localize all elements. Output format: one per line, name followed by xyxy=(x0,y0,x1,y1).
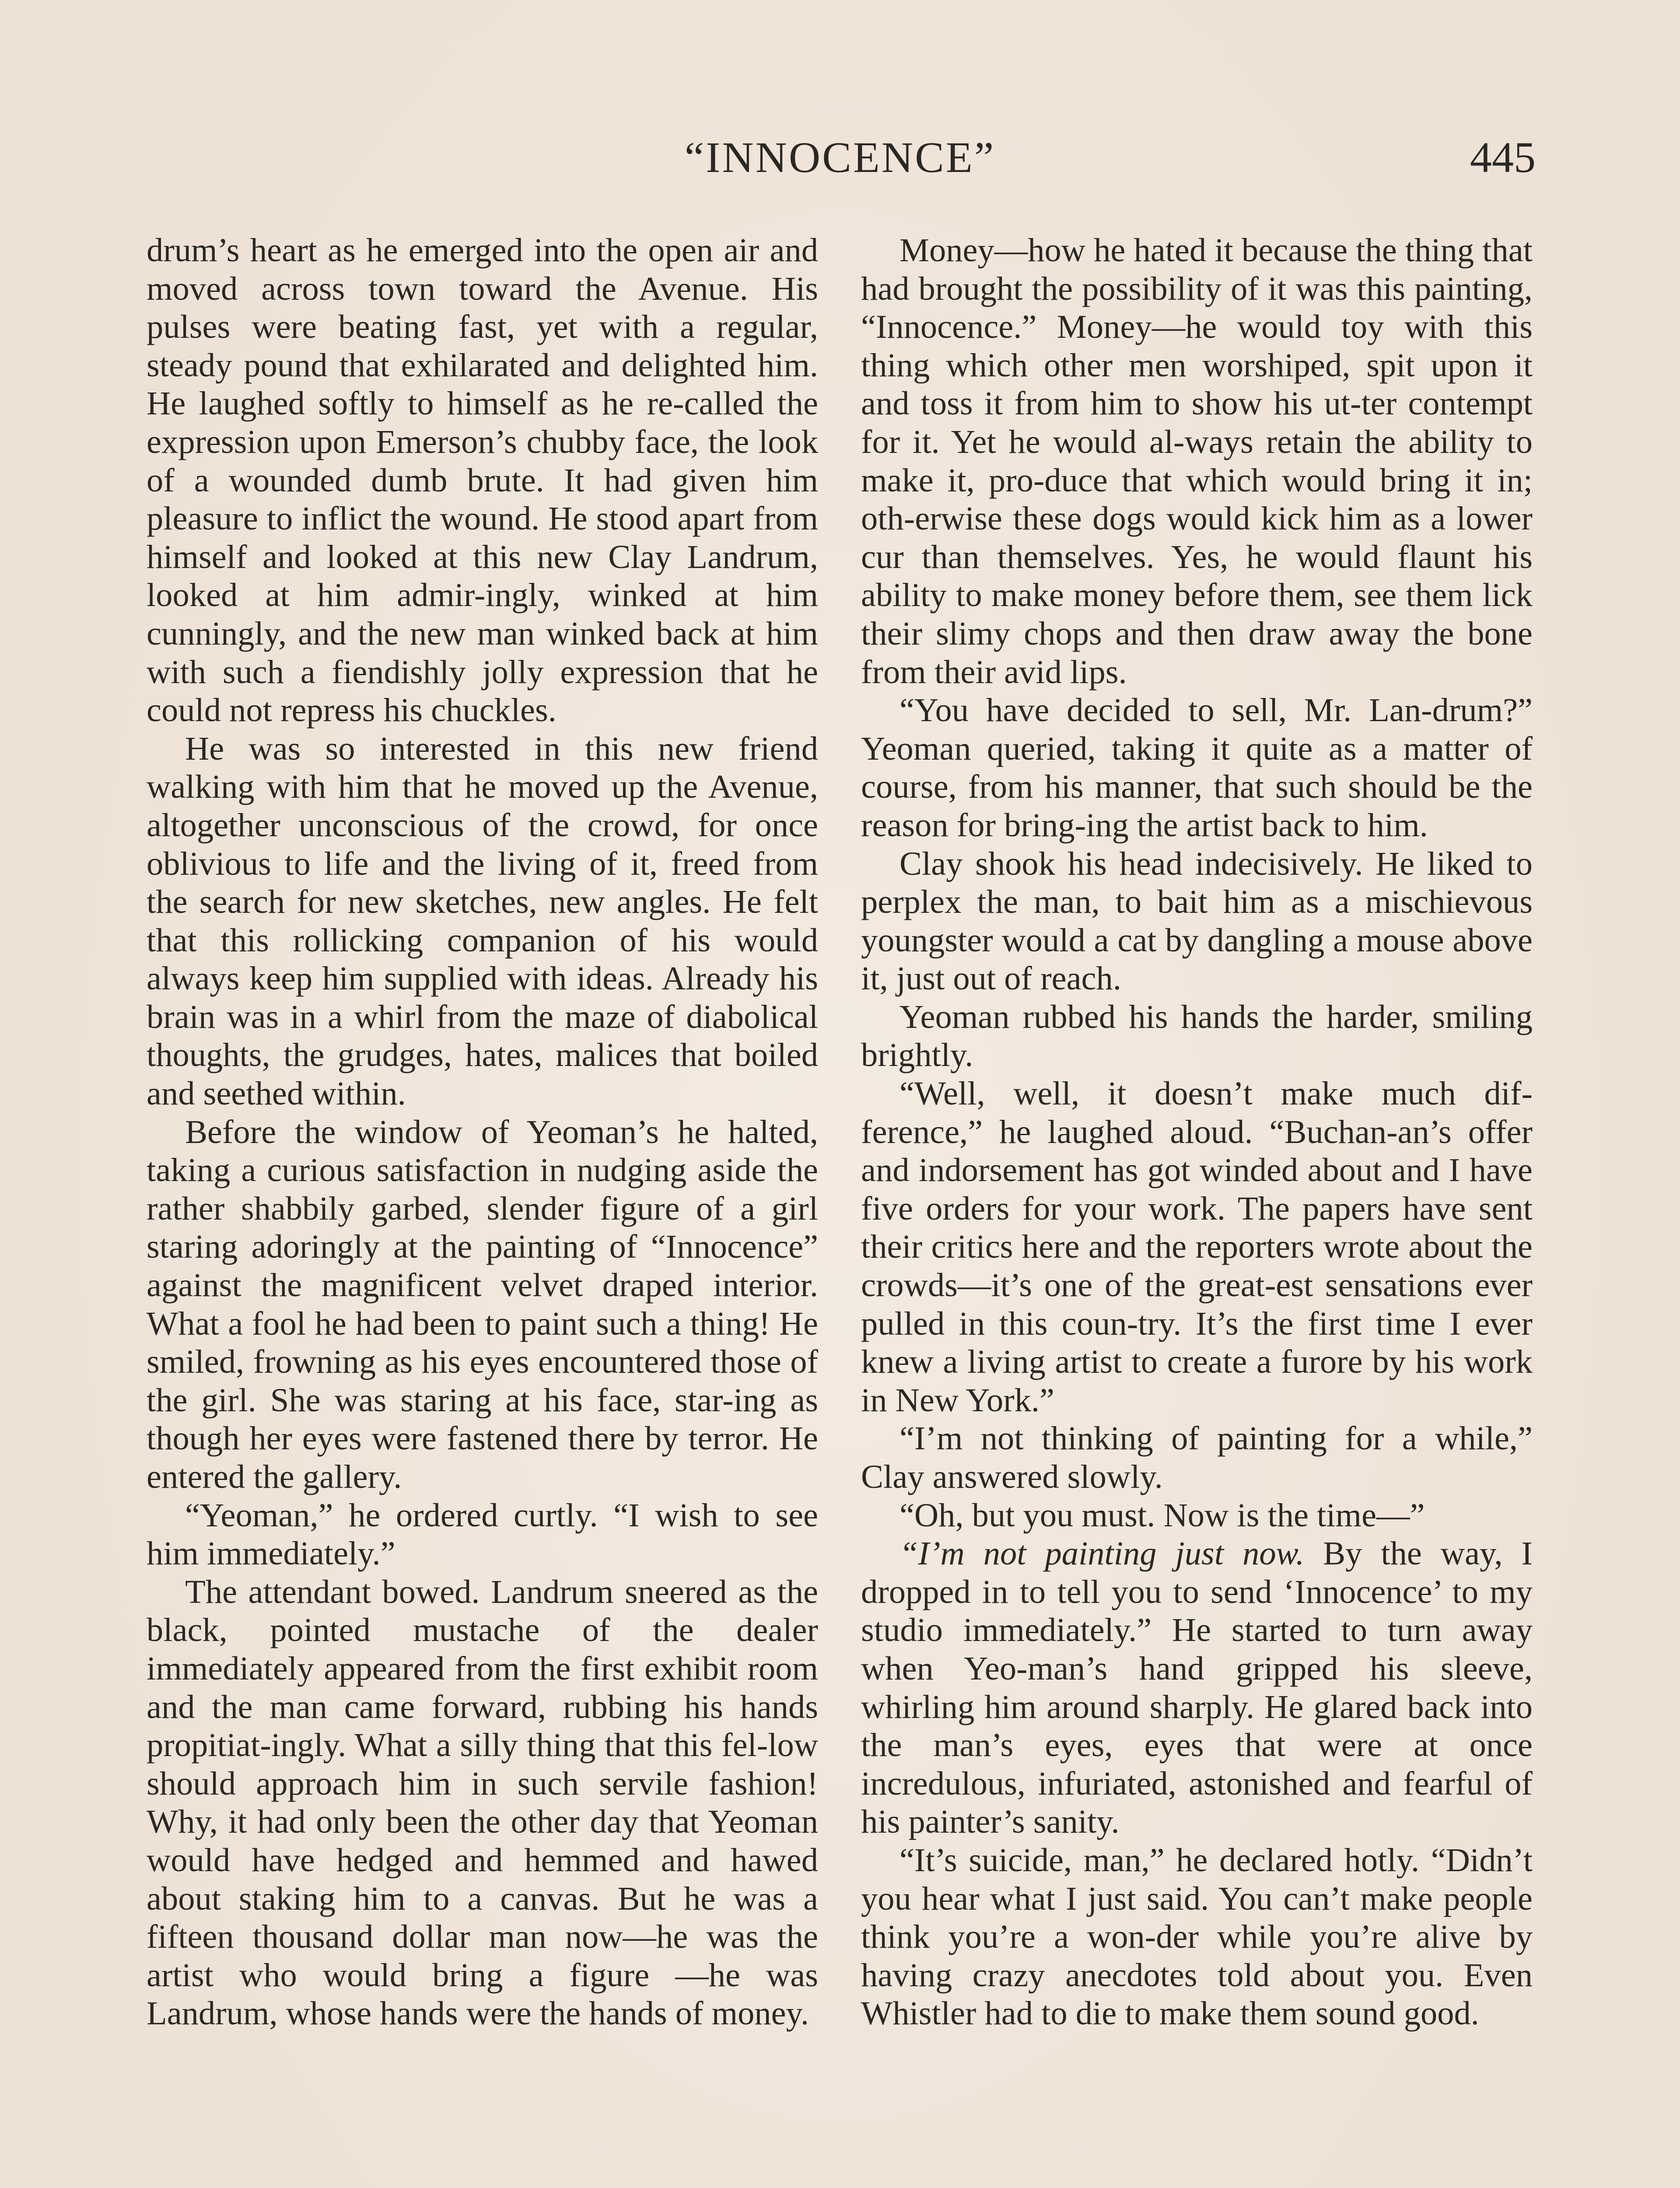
running-title: “INNOCENCE” xyxy=(684,133,996,182)
paragraph: The attendant bowed. Landrum sneered as the black, pointed mustache of the dealer immediately appeared from the first exhibit room and the man came forward, rubbing his hands propitiat-ingly. What a silly thing that this fel-low should approach him in such servile fashion! Why, it had only been the other day that Yeoman would have hedged and hemmed and hawed about staking him to a canvas. But he was a fifteen thousand dollar man now—he was the artist who would bring a figure —he was Landrum, whose hands were the hands of money. xyxy=(147,1573,818,2032)
italic-dialogue: “I’m not painting just now. xyxy=(899,1535,1305,1572)
paragraph: Before the window of Yeoman’s he halted, taking a curious satisfaction in nudging aside the rather shabbily garbed, slender figure of a girl staring adoringly at the painting of “Innocence” against the magnificent velvet draped interior. What a fool he had been to paint such a thing! He smiled, frowning as his eyes encountered those of the girl. She was staring at his face, star-ing as though her eyes were fastened there by terror. He entered the gallery. xyxy=(147,1113,818,1495)
right-column xyxy=(861,231,1533,2033)
paragraph: Yeoman rubbed his hands the harder, smiling brightly. xyxy=(861,998,1533,1074)
paragraph: “You have decided to sell, Mr. Lan-drum?” Yeoman queried, taking it quite as a matter of course, from his manner, that such should be the reason for bring-ing the artist back to him. xyxy=(861,691,1533,844)
paragraph: “Yeoman,” he ordered curtly. “I wish to see him immediately.” xyxy=(147,1496,818,1572)
paragraph: “Oh, but you must. Now is the time—” xyxy=(899,1496,1425,1534)
paragraph: “I’m not thinking of painting for a while,” Clay answered slowly. xyxy=(861,1420,1533,1495)
paragraph: Money—how he hated it because the thing that had brought the possibility of it was this painting, “Innocence.” Money—he would toy with this thing which other men worshiped, spit upon it and toss it from him to show his ut-ter contempt for it. Yet he would al-ways retain the ability to make it, pro-duce that which would bring it in; oth-erwise these dogs would kick him as a lower cur than themselves. Yes, he would flaunt his ability to make money before them, see them lick their slimy chops and then draw away the bone from their avid lips. xyxy=(861,231,1533,691)
paragraph: drum’s heart as he emerged into the open air and moved across town toward the Avenue. His pulses were beating fast, yet with a regular, steady pound that exhilarated and delighted him. He laughed softly to himself as he re-called the expression upon Emerson’s chubby face, the look of a wounded dumb brute. It had given him pleasure to inflict the wound. He stood apart from himself and looked at this new Clay Landrum, looked at him admir-ingly, winked at him cunningly, and the new man winked back at him with such a fiendishly jolly expression that he could not repress his chuckles. xyxy=(147,231,818,729)
paragraph: Clay shook his head indecisively. He liked to perplex the man, to bait him as a mischievous youngster would a cat by dangling a mouse above it, just out of reach. xyxy=(861,845,1533,997)
paragraph: He was so interested in this new friend walking with him that he moved up the Avenue, altogether unconscious of the crowd, for once oblivious to life and the living of it, freed from the search for new sketches, new angles. He felt that this rollicking companion of his would always keep him supplied with ideas. Already his brain was in a whirl from the maze of diabolical thoughts, the grudges, hates, malices that boiled and seethed within. xyxy=(147,729,818,1112)
paragraph: “Well, well, it doesn’t make much dif-ference,” he laughed aloud. “Buchan-an’s offer and indorsement has got winded about and I have five orders for your work. The papers have sent their critics here and the reporters wrote about the crowds—it’s one of the great-est sensations ever pulled in this coun-try. It’s the first time I ever knew a living artist to create a furore by his work in New York.” xyxy=(861,1075,1533,1419)
paragraph: “It’s suicide, man,” he declared hotly. “Didn’t you hear what I just said. You can’t make people think you’re a won-der while you’re alive by having crazy anecdotes told about you. Even Whistler had to die to make them sound good. xyxy=(861,1841,1533,2032)
left-column xyxy=(147,231,818,2033)
paragraph-continuation: By the way, I dropped in to tell you to send ‘Innocence’ to my studio immediately.” He started to turn away when Yeo-man’s hand gripped his sleeve, whirling him around sharply. He glared back into the man’s eyes, eyes that were at once incredulous, infuriated, astonished and fearful of his painter’s sanity. xyxy=(861,1535,1533,1841)
paragraph xyxy=(861,1534,1533,1841)
page-number: 445 xyxy=(1470,133,1536,182)
